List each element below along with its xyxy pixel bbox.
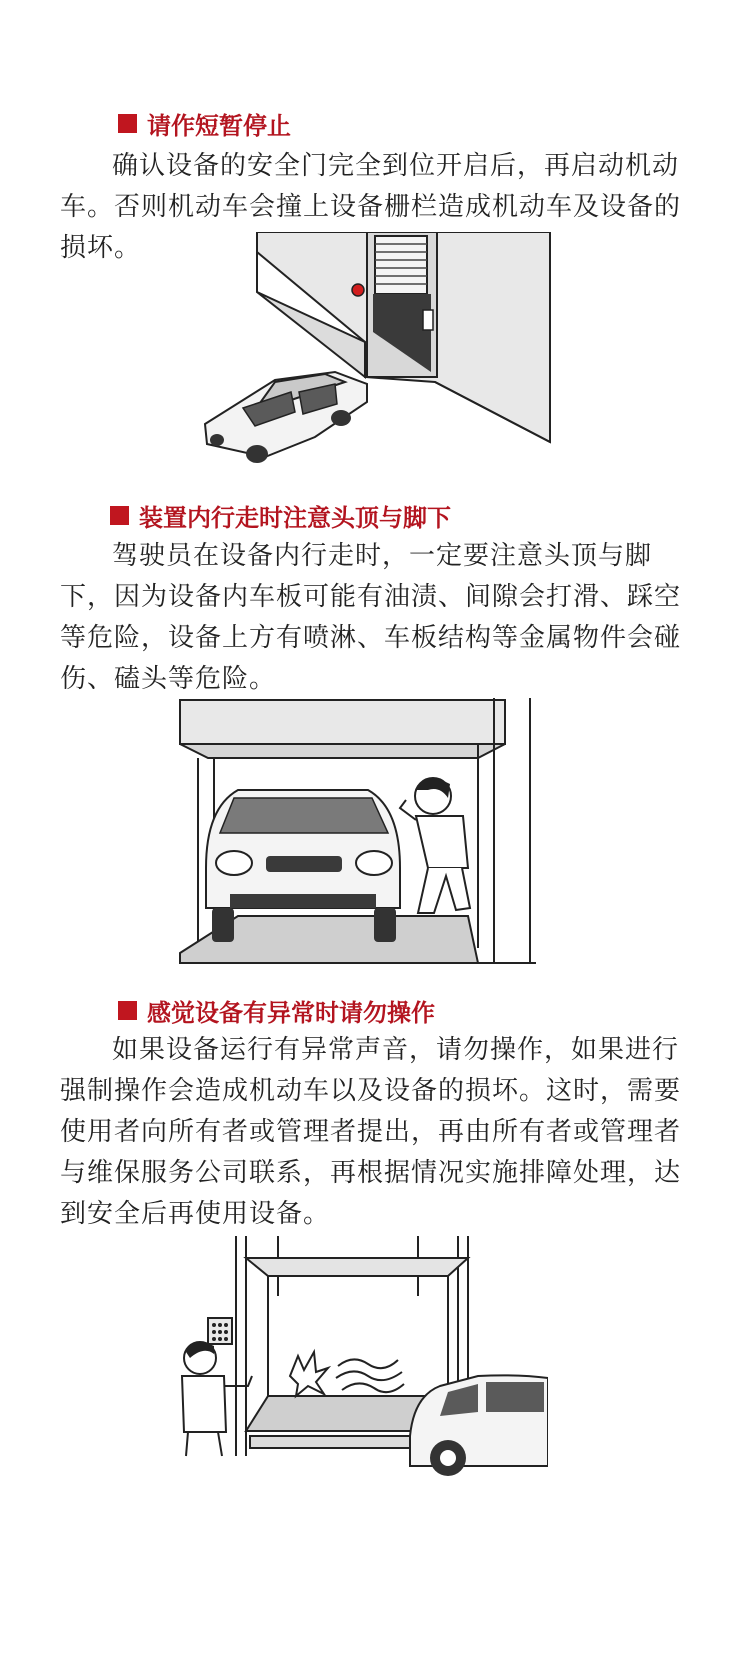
red-square-icon	[118, 1001, 137, 1020]
heading-text: 感觉设备有异常时请勿操作	[147, 998, 435, 1027]
section-body-abnormal: 如果设备运行有异常声音，请勿操作，如果进行强制操作会造成机动车以及设备的损坏。这时，需要使用者向所有者或管理者提出，再由所有者或管理者与维保服务公司联系，再根据情况实施排障处理，达到安全后再使用设备。	[60, 1035, 682, 1229]
heading-text: 请作短暂停止	[147, 111, 291, 140]
car-approaching-garage-door-illustration	[195, 232, 555, 472]
heading-text: 装置内行走时注意头顶与脚下	[139, 503, 451, 532]
section-heading-walk	[110, 500, 451, 530]
person-stopping-abnormal-device-illustration	[178, 1236, 548, 1476]
section-heading-abnormal	[118, 995, 435, 1025]
section-body-stop: 确认设备的安全门完全到位开启后，再启动机动车。否则机动车会撞上设备栅栏造成机动车及设备的损坏。	[60, 151, 682, 263]
section-body-walk: 驾驶员在设备内行走时，一定要注意头顶与脚下，因为设备内车板可能有油渍、间隙会打滑、踩空等危险，设备上方有喷淋、车板结构等金属物件会碰伤、磕头等危险。	[60, 541, 682, 694]
person-walking-inside-parking-device-illustration	[178, 698, 538, 970]
red-square-icon	[110, 506, 129, 525]
section-heading-stop	[118, 108, 291, 138]
red-square-icon	[118, 114, 137, 133]
